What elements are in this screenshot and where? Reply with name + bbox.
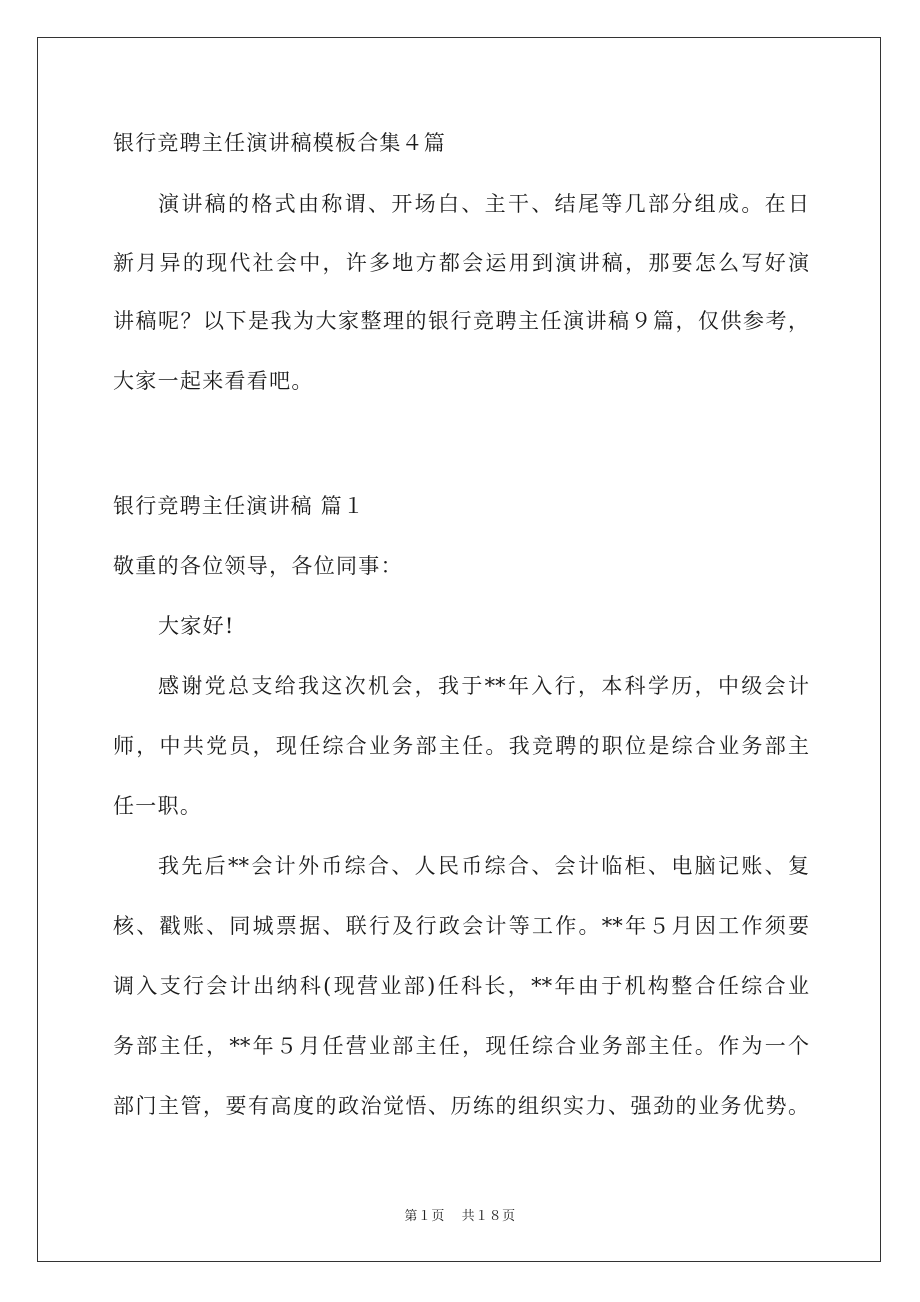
paragraph-line: 部门主管，要有高度的政治觉悟、历练的组织实力、强劲的业务优势。: [113, 1094, 809, 1118]
intro-line: 演讲稿的格式由称谓、开场白、主干、结尾等几部分组成。在日: [158, 192, 809, 216]
page-total: 共１８页: [461, 1209, 516, 1224]
document-title: 银行竞聘主任演讲稿模板合集４篇: [113, 131, 446, 155]
intro-line: 大家一起来看看吧。: [113, 369, 314, 393]
intro-line: 讲稿呢？以下是我为大家整理的银行竞聘主任演讲稿９篇，仅供参考，: [113, 309, 809, 333]
intro-line: 新月异的现代社会中，许多地方都会运用到演讲稿，那要怎么写好演: [113, 251, 809, 275]
page-footer: [0, 1205, 920, 1224]
paragraph-line: 调入支行会计出纳科(现营业部)任科长，**年由于机构整合任综合业: [113, 974, 809, 998]
salutation: 敬重的各位领导，各位同事：: [113, 554, 403, 578]
paragraph-line: 感谢党总支给我这次机会，我于**年入行，本科学历，中级会计: [158, 674, 809, 698]
paragraph-line: 务部主任，**年５月任营业部主任，现任综合业务部主任。作为一个: [113, 1034, 809, 1058]
section-title: 银行竞聘主任演讲稿 篇１: [113, 494, 366, 518]
page-number: 第１页: [404, 1209, 445, 1224]
greeting: 大家好!: [158, 614, 235, 638]
paragraph-line: 师，中共党员，现任综合业务部主任。我竞聘的职位是综合业务部主: [113, 734, 809, 758]
paragraph-line: 我先后**会计外币综合、人民币综合、会计临柜、电脑记账、复: [158, 854, 809, 878]
page-border: [37, 37, 881, 1262]
paragraph-line: 核、戳账、同城票据、联行及行政会计等工作。**年５月因工作须要: [113, 914, 809, 938]
paragraph-line: 任一职。: [113, 794, 203, 818]
